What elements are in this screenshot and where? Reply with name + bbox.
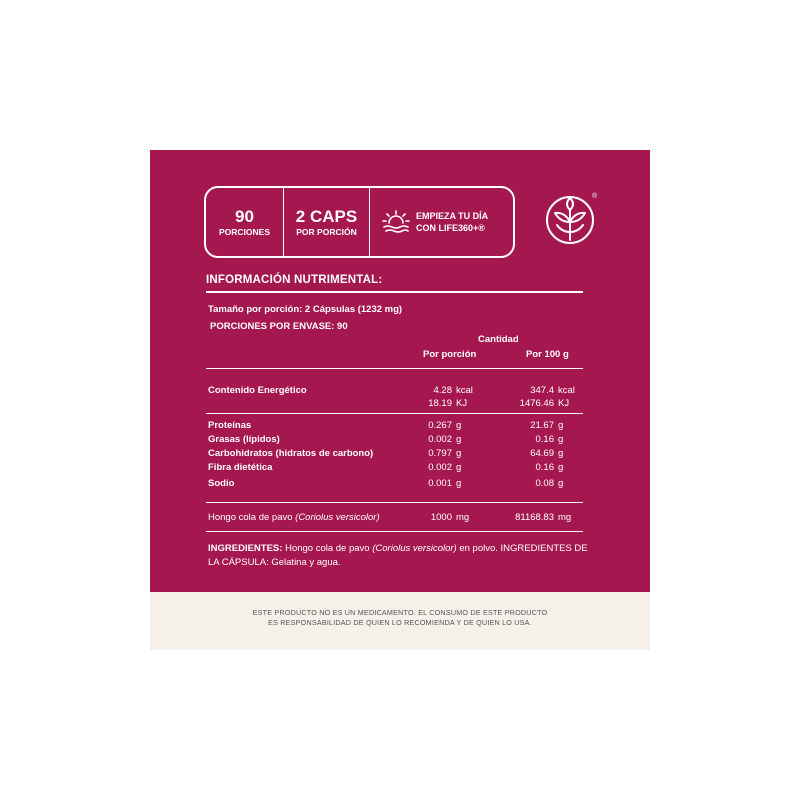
row-label-carbohidratos: Carbohidratos (hidratos de carbono) <box>208 448 374 459</box>
ingredients-text-italic: (Coriolus versicolor) <box>372 543 457 554</box>
disclaimer-footer <box>150 592 650 650</box>
disclaimer-line2: ES RESPONSABILIDAD DE QUIEN LO RECOMIENDA Y DE QUIEN LO USA. <box>268 618 532 627</box>
sunrise-icon <box>382 209 410 235</box>
ingredients-heading: INGREDIENTES: <box>208 543 283 554</box>
energy-label: Contenido Energético <box>208 385 307 396</box>
table-title: INFORMACIÓN NUTRIMENTAL: <box>206 274 383 286</box>
row-per100-carbohidratos: 64.69 <box>530 448 554 459</box>
energy-serving-kj-unit: KJ <box>456 398 468 409</box>
row-unit-grasas: g <box>456 434 462 445</box>
row-per100-fibra: 0.16 <box>535 462 554 473</box>
dose-value: 2 CAPS <box>295 206 358 226</box>
dose-label: POR PORCIÓN <box>296 226 357 237</box>
header-quantity: Cantidad <box>478 334 519 345</box>
ingredients-text <box>208 542 588 570</box>
serving-size: Tamaño por porción: 2 Cápsulas (1232 mg) <box>208 304 403 315</box>
tagline <box>416 210 488 234</box>
energy-per100-kj: 1476.46 <box>519 398 554 409</box>
active-label-italic: (Coriolus versicolor) <box>295 512 380 523</box>
summary-badge <box>204 186 515 258</box>
active-serving: 1000 <box>430 512 452 523</box>
registered-mark: ® <box>592 193 598 200</box>
row-unit100-fibra: g <box>558 462 564 473</box>
active-label-plain: Hongo cola de pavo <box>208 512 296 523</box>
servings-count: 90 <box>235 206 254 226</box>
servings-label: PORCIONES <box>218 226 270 237</box>
row-label-proteinas: Proteínas <box>208 420 252 431</box>
servings-per-container: PORCIONES POR ENVASE: 90 <box>210 321 348 332</box>
row-serving-fibra: 0.002 <box>428 462 452 473</box>
nutrition-panel <box>150 150 650 592</box>
energy-rule <box>206 413 583 414</box>
tagline-line1: EMPIEZA TU DÍA <box>416 211 489 221</box>
row-label-sodio: Sodio <box>208 478 235 489</box>
energy-per100-kj-unit: KJ <box>558 398 570 409</box>
servings-cell <box>206 188 284 256</box>
row-per100-sodio: 0.08 <box>535 478 554 489</box>
energy-serving-kj: 18.19 <box>428 398 452 409</box>
row-unit100-grasas: g <box>558 434 564 445</box>
row-serving-carbohidratos: 0.797 <box>428 448 452 459</box>
row-unit-carbohidratos: g <box>456 448 462 459</box>
tagline-cell <box>370 188 513 256</box>
energy-serving-kcal-unit: kcal <box>456 385 473 396</box>
active-per100-unit: mg <box>558 512 572 523</box>
row-per100-grasas: 0.16 <box>535 434 554 445</box>
row-unit100-carbohidratos: g <box>558 448 564 459</box>
row-serving-sodio: 0.001 <box>428 478 452 489</box>
row-label-fibra: Fibra dietética <box>208 462 273 473</box>
row-unit-fibra: g <box>456 462 462 473</box>
energy-per100-kcal: 347.4 <box>530 385 554 396</box>
row-unit100-proteinas: g <box>558 420 564 431</box>
row-per100-proteinas: 21.67 <box>530 420 554 431</box>
ingredients-text-a: Hongo cola de pavo <box>282 543 373 554</box>
row-serving-proteinas: 0.267 <box>428 420 452 431</box>
disclaimer-line1: ESTE PRODUCTO NO ES UN MEDICAMENTO. EL CONSUMO DE ESTE PRODUCTO <box>252 608 548 617</box>
title-rule <box>206 291 583 293</box>
dose-cell <box>284 188 370 256</box>
row-label-grasas: Grasas (lípidos) <box>208 434 280 445</box>
header-rule <box>206 368 583 369</box>
row-serving-grasas: 0.002 <box>428 434 452 445</box>
row-unit-sodio: g <box>456 478 462 489</box>
energy-per100-kcal-unit: kcal <box>558 385 575 396</box>
header-per-serving: Por porción <box>423 349 477 360</box>
row-unit100-sodio: g <box>558 478 564 489</box>
nutrients-rule <box>206 502 583 503</box>
plant-leaf-logo-icon <box>542 188 602 248</box>
active-serving-unit: mg <box>456 512 470 523</box>
header-per-100g: Por 100 g <box>526 349 569 360</box>
active-per100: 81168.83 <box>515 512 554 523</box>
row-unit-proteinas: g <box>456 420 462 431</box>
active-ingredient-label <box>208 512 380 524</box>
ingredients-text-b: en polvo. INGREDIENTES DE LA CÁPSULA: Gelatina y agua. <box>208 543 588 568</box>
tagline-line2: CON LIFE360+® <box>416 223 485 233</box>
active-rule <box>206 531 583 532</box>
energy-serving-kcal: 4.28 <box>433 385 452 396</box>
